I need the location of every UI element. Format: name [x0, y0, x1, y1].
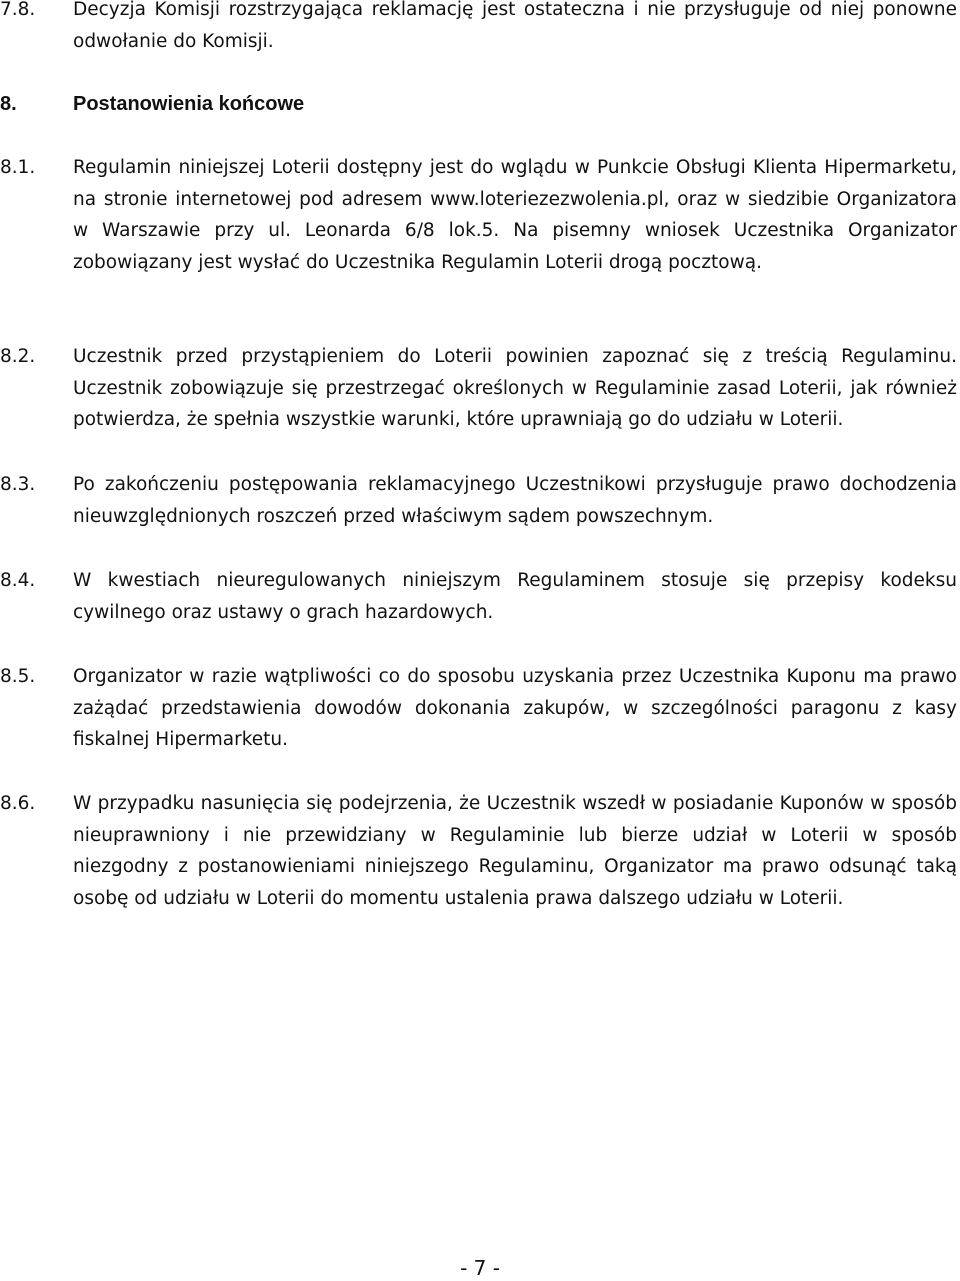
paragraph-text: Organizator w razie wątpliwości co do sposobu uzyskania przez Uczestnika Kuponu ma prawo zażądać przedstawienia dowodów dokonania zakupów, w szczególności paragonu z kasy fiskalnej Hipermarketu. [73, 666, 957, 750]
paragraph-number: 8.5. [0, 666, 36, 687]
paragraph-number: 8.4. [0, 570, 36, 591]
paragraph-text: Po zakończeniu postępowania reklamacyjnego Uczestnikowi przysługuje prawo dochodzenia nieuwzględnionych roszczeń przed właściwym sądem powszechnym. [73, 474, 957, 527]
paragraph-text: W kwestiach nieuregulowanych niniejszym Regulaminem stosuje się przepisy kodeksu cywilnego oraz ustawy o grach hazardowych. [73, 570, 957, 623]
paragraph-text: W przypadku nasunięcia się podejrzenia, że Uczestnik wszedł w posiadanie Kuponów w sposób nieuprawniony i nie przewidziany w Regulaminie lub bierze udział w Loterii w sposób niezgodny z postanowieniami niniejszego Regulaminu, Organizator ma prawo odsunąć taką osobę od udziału w Loterii do momentu ustalenia prawa dalszego udziału w Loterii. [73, 793, 957, 909]
page-number: - 7 - [460, 1256, 500, 1280]
paragraph-text: Uczestnik przed przystąpieniem do Loterii powinien zapoznać się z treścią Regulaminu. Uczestnik zobowiązuje się przestrzegać określonych w Regulaminie zasad Loterii, jak również potwierdza, że spełnia wszystkie warunki, które uprawniają go do udziału w Loterii. [73, 346, 957, 430]
section-title: Postanowienia końcowe [73, 93, 305, 115]
paragraph-text: Regulamin niniejszej Loterii dostępny jest do wglądu w Punkcie Obsługi Klienta Hipermarketu, na stronie internetowej pod adresem www.loteriezezwolenia.pl, oraz w siedzibie Organizatora w Warszawie przy ul. Leonarda 6/8 lok.5. Na pisemny wniosek Uczestnika Organizator zobowiązany jest wysłać do Uczestnika Regulamin Loterii drogą pocztową. [73, 157, 957, 273]
section-number: 8. [0, 93, 17, 115]
paragraph-number: 7.8. [0, 0, 36, 20]
paragraph-text: Decyzja Komisji rozstrzygająca reklamację jest ostateczna i nie przysługuje od niej ponowne odwołanie do Komisji. [73, 0, 957, 52]
paragraph-number: 8.2. [0, 346, 36, 367]
paragraph-number: 8.3. [0, 474, 36, 495]
paragraph-number: 8.6. [0, 793, 36, 814]
paragraph-number: 8.1. [0, 157, 36, 178]
